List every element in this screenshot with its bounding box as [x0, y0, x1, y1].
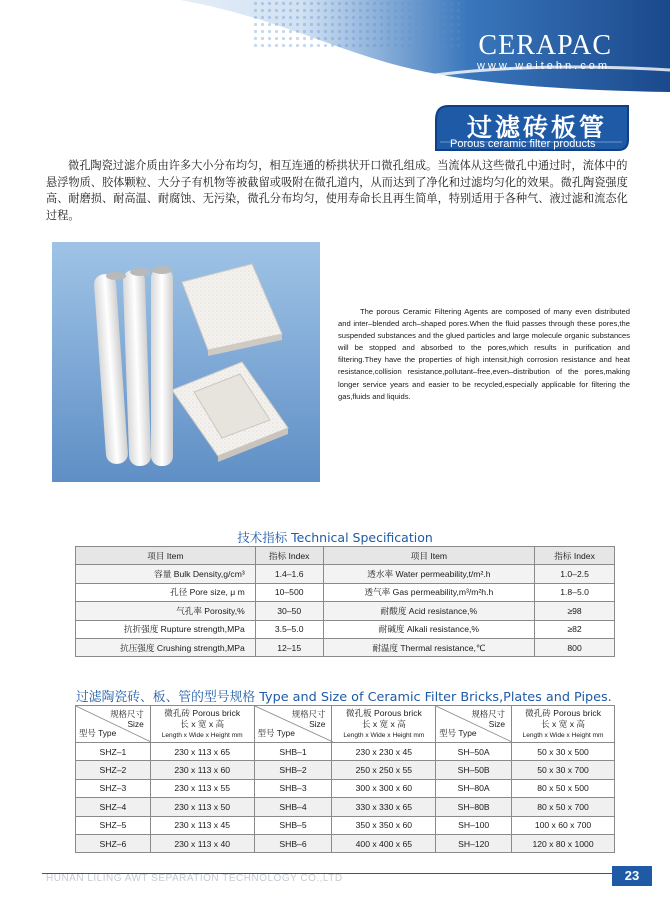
type-cell: SH–50B	[436, 761, 512, 779]
spec-cell: 耐温度 Thermal resistance,℃	[323, 638, 535, 656]
size-cell: 100 x 60 x 700	[512, 816, 615, 834]
type-cell: SH–50A	[436, 743, 512, 761]
types-table	[75, 705, 615, 853]
size-cell: 80 x 50 x 500	[512, 779, 615, 797]
spec-header-index: 指标 Index	[255, 547, 323, 565]
type-cell: SH–80A	[436, 779, 512, 797]
size-label-cn: 规格尺寸	[110, 709, 144, 719]
types-row	[76, 761, 615, 779]
group-dims-cn: 长 x 宽 x 高	[541, 718, 585, 729]
size-label-en: Size	[309, 719, 326, 729]
spec-cell: ≥82	[535, 620, 615, 638]
page-title: 过滤砖板管	[467, 113, 608, 142]
types-row	[76, 816, 615, 834]
size-cell: 230 x 113 x 55	[150, 779, 254, 797]
types-row	[76, 834, 615, 852]
spec-cell: 透气率 Gas permeability,m³/m²h.h	[323, 583, 535, 601]
type-cell: SHZ–1	[76, 743, 151, 761]
intro-paragraph-en: The porous Ceramic Filtering Agents are composed of many even distributed and inter–blended arch–shaped pores.When the fluid passes through these pores,the suspended substances and the glued particles and large molecule organic substances will be stopped and absorbed to the pores,which results in purification and filtering.They have the properties of high intensit,high corrosion resistance and heat resistance,collision resistance,pollutant–free,even–distribution of the pores,making longer service years and easier to be recycled,especially applicable for filtering the gas,fluids and liquids.	[338, 307, 630, 401]
size-cell: 80 x 50 x 700	[512, 798, 615, 816]
size-cell: 50 x 30 x 700	[512, 761, 615, 779]
spec-row	[76, 583, 615, 601]
size-cell: 230 x 113 x 45	[150, 816, 254, 834]
spec-cell: 耐碱度 Alkali resistance,%	[323, 620, 535, 638]
spec-header-item: 项目 Item	[323, 547, 535, 565]
size-cell: 250 x 250 x 55	[332, 761, 436, 779]
page-subtitle: Porous ceramic filter products	[450, 138, 596, 150]
type-cell: SHB–4	[254, 798, 332, 816]
spec-cell: 30–50	[255, 602, 323, 620]
size-cell: 230 x 113 x 40	[150, 834, 254, 852]
group-header-brick	[150, 706, 254, 743]
size-type-corner-cell	[254, 706, 332, 743]
spec-row	[76, 620, 615, 638]
type-label: 型号 Type	[257, 728, 295, 738]
brand-url: www.weitehn.com	[476, 60, 610, 72]
size-cell: 400 x 400 x 65	[332, 834, 436, 852]
types-section-title: 过滤陶瓷砖、板、管的型号规格 Type and Size of Ceramic Filter Bricks,Plates and Pipes.	[76, 690, 612, 705]
size-label-cn: 规格尺寸	[291, 709, 326, 719]
size-cell: 350 x 350 x 60	[332, 816, 436, 834]
intro-paragraph-cn: 微孔陶瓷过滤介质由许多大小分布均匀，相互连通的桥拱状开口微孔组成。当流体从这些微孔中通过时，流体中的悬浮物质、胶体颗粒、大分子有机物等被截留或吸附在微孔道内，从而达到了净化和过滤均匀化的效果。微孔陶瓷强度高、耐磨损、耐高温、耐腐蚀、无污染，微孔分布均匀，使用寿命长且再生简单，特别适用于各种气、液过滤和流态化过程。	[46, 159, 628, 222]
spec-cell: 容量 Bulk Density,g/cm³	[76, 565, 256, 583]
spec-table	[75, 546, 615, 657]
spec-header-item: 项目 Item	[76, 547, 256, 565]
filter-products-image	[52, 242, 320, 482]
spec-cell: 12–15	[255, 638, 323, 656]
type-cell: SHB–5	[254, 816, 332, 834]
spec-cell: 透水率 Water permeability,t/m².h	[323, 565, 535, 583]
size-label	[472, 709, 506, 729]
group-unit: Length x Wide x Height mm	[343, 731, 425, 739]
group-header-plate	[332, 706, 436, 743]
type-cell: SHB–1	[254, 743, 332, 761]
type-cell: SH–100	[436, 816, 512, 834]
size-label-en: Size	[127, 719, 144, 729]
spec-cell: 800	[535, 638, 615, 656]
spec-cell: 抗折强度 Rupture strength,MPa	[76, 620, 256, 638]
spec-row	[76, 565, 615, 583]
group-name: 微孔砖 Porous brick	[164, 707, 241, 718]
size-cell: 230 x 113 x 65	[150, 743, 254, 761]
type-cell: SHB–2	[254, 761, 332, 779]
type-label: 型号 Type	[79, 728, 117, 738]
type-cell: SH–80B	[436, 798, 512, 816]
type-cell: SHZ–6	[76, 834, 151, 852]
spec-cell: 1.4–1.6	[255, 565, 323, 583]
size-cell: 330 x 330 x 65	[332, 798, 436, 816]
spec-section-title: 技术指标 Technical Specification	[237, 530, 433, 545]
group-name: 微孔砖 Porous brick	[525, 707, 601, 718]
type-label: 型号 Type	[439, 728, 477, 738]
page-number: 23	[612, 866, 652, 886]
spec-header-index: 指标 Index	[535, 547, 615, 565]
spec-cell: 抗压强度 Crushing strength,MPa	[76, 638, 256, 656]
spec-cell: 1.8–5.0	[535, 583, 615, 601]
group-dims-cn: 长 x 宽 x 高	[361, 718, 406, 729]
spec-row	[76, 602, 615, 620]
types-header-row	[76, 706, 615, 743]
types-row	[76, 798, 615, 816]
size-cell: 230 x 230 x 45	[332, 743, 436, 761]
spec-cell: 3.5–5.0	[255, 620, 323, 638]
type-cell: SHZ–2	[76, 761, 151, 779]
type-cell: SHB–6	[254, 834, 332, 852]
size-label	[110, 709, 144, 729]
type-cell: SHZ–5	[76, 816, 151, 834]
size-type-corner-cell	[436, 706, 512, 743]
size-type-corner-cell	[76, 706, 151, 743]
type-cell: SHZ–3	[76, 779, 151, 797]
spec-header-row	[76, 547, 615, 565]
spec-cell: 耐酸度 Acid resistance,%	[323, 602, 535, 620]
size-cell: 120 x 80 x 1000	[512, 834, 615, 852]
spec-cell: 1.0–2.5	[535, 565, 615, 583]
spec-cell: 孔径 Pore size, μ m	[76, 583, 256, 601]
type-cell: SH–120	[436, 834, 512, 852]
group-header-pipe	[512, 706, 615, 743]
group-unit: Length x Wide x Height mm	[522, 731, 604, 739]
size-label-en: Size	[488, 719, 506, 729]
size-cell: 50 x 30 x 500	[512, 743, 615, 761]
spec-cell: ≥98	[535, 602, 615, 620]
footer-company: HUNAN LILING AWT SEPARATION TECHNOLOGY CO.,LTD	[46, 873, 343, 884]
spec-cell: 10–500	[255, 583, 323, 601]
size-cell: 230 x 113 x 50	[150, 798, 254, 816]
type-cell: SHB–3	[254, 779, 332, 797]
group-unit: Length x Wide x Height mm	[161, 731, 243, 739]
size-cell: 300 x 300 x 60	[332, 779, 436, 797]
group-dims-cn: 长 x 宽 x 高	[180, 718, 225, 729]
brand-logo-text: CERAPAC	[478, 30, 612, 61]
type-cell: SHZ–4	[76, 798, 151, 816]
size-label	[292, 709, 326, 729]
spec-row	[76, 638, 615, 656]
spec-cell: 气孔率 Porosity,%	[76, 602, 256, 620]
size-cell: 230 x 113 x 60	[150, 761, 254, 779]
product-photo	[52, 242, 320, 482]
size-label-cn: 规格尺寸	[471, 709, 506, 719]
types-row	[76, 779, 615, 797]
types-row	[76, 743, 615, 761]
group-name: 微孔板 Porous brick	[345, 707, 422, 718]
